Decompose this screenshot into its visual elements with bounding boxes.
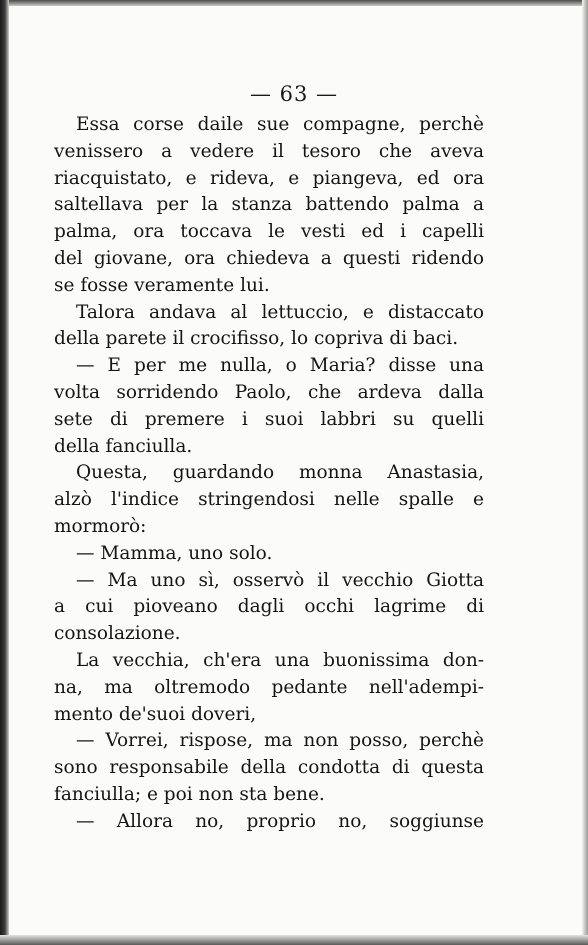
text-line: — Ma uno sì, osservò il vecchio Giotta <box>76 569 484 591</box>
text-line: volta sorridendo Paolo, che ardeva dalla <box>54 381 484 403</box>
text-line: alzò l'indice stringendosi nelle spalle e <box>54 489 484 511</box>
text-line: mormorò: <box>54 515 147 537</box>
body-text <box>54 112 484 836</box>
page-edge-left <box>0 0 9 945</box>
page-number: — 63 — <box>249 82 339 106</box>
text-line: se fosse veramente lui. <box>54 274 270 296</box>
page-edge-right <box>582 0 588 945</box>
text-line: saltellava per la stanza battendo palma a <box>54 194 484 216</box>
text-line: — E per me nulla, o Maria? disse una <box>76 355 484 377</box>
text-line: — Mamma, uno solo. <box>76 542 273 564</box>
text-line: della fanciulla. <box>54 435 193 457</box>
text-line: consolazione. <box>54 623 181 645</box>
text-line: na, ma oltremodo pedante nell'adempi- <box>54 676 484 698</box>
text-line: venissero a vedere il tesoro che aveva <box>54 140 484 162</box>
text-line: fanciulla; e poi non sta bene. <box>54 783 325 805</box>
text-line: riacquistato, e rideva, e piangeva, ed ora <box>54 167 484 189</box>
text-line: Questa, guardando monna Anastasia, <box>76 462 484 484</box>
text-line: mento de'suoi doveri, <box>54 703 257 725</box>
text-line: palma, ora toccava le vesti ed i capelli <box>54 221 484 243</box>
page-edge-top <box>0 0 588 6</box>
text-line: — Vorrei, rispose, ma non posso, perchè <box>76 730 484 752</box>
text-line: sete di premere i suoi labbri su quelli <box>54 408 484 430</box>
text-line: sono responsabile della condotta di questa <box>54 757 484 779</box>
text-line: del giovane, ora chiedeva a questi ridendo <box>54 247 484 269</box>
text-line: — Allora no, proprio no, soggiunse <box>76 810 484 832</box>
page-edge-bottom <box>0 935 588 945</box>
text-line: a cui pioveano dagli occhi lagrime di <box>54 596 484 618</box>
text-line: Essa corse daile sue compagne, perchè <box>76 114 484 135</box>
text-line: La vecchia, ch'era una buonissima don- <box>76 649 484 671</box>
text-line: Talora andava al lettuccio, e distaccato <box>76 301 484 323</box>
text-line: della parete il crocifisso, lo copriva di baci. <box>54 328 459 350</box>
